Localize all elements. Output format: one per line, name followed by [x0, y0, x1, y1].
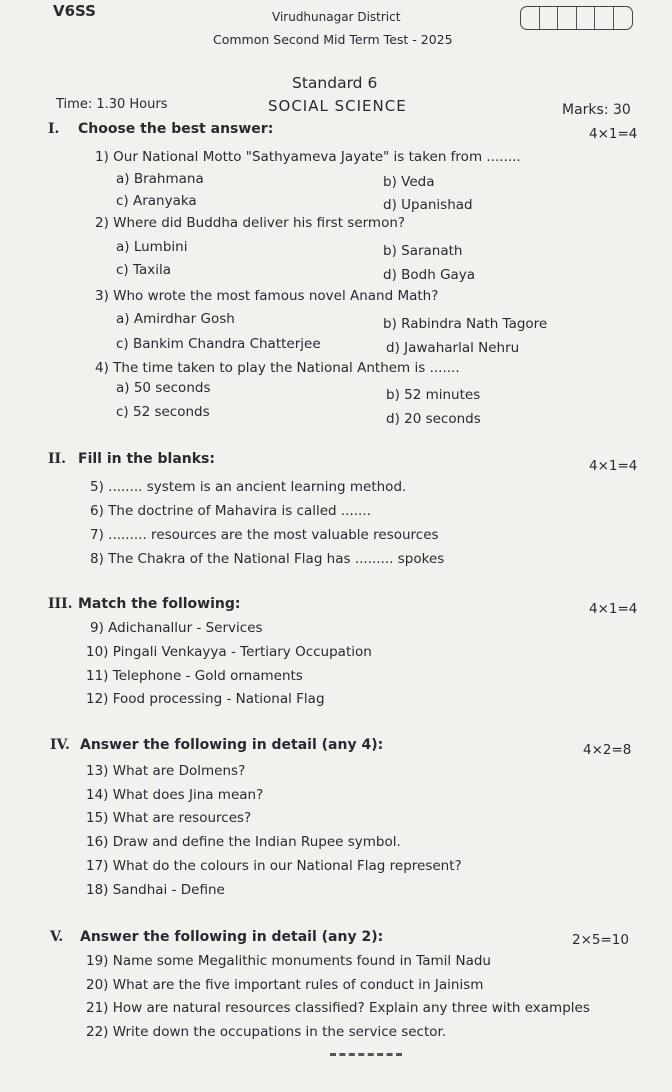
section-heading [48, 596, 240, 612]
section-marks: 4×2=8 [583, 742, 632, 758]
register-box [521, 7, 540, 29]
question: 1) Our National Motto "Sathyameva Jayate" is taken from ........ [95, 149, 521, 165]
question: 22) Write down the occupations in the service sector. [86, 1024, 447, 1040]
section-heading [50, 737, 383, 753]
option: b) 52 minutes [386, 387, 481, 403]
option: c) 52 seconds [116, 404, 210, 420]
question: 14) What does Jina mean? [86, 787, 264, 803]
option: d) Bodh Gaya [383, 267, 476, 283]
standard-label: Standard 6 [292, 74, 378, 92]
question: 16) Draw and define the Indian Rupee symbol. [86, 834, 401, 850]
question: 15) What are resources? [86, 810, 252, 826]
section-number: II. [48, 451, 66, 467]
section-marks: 4×1=4 [589, 458, 638, 474]
question: 21) How are natural resources classified? Explain any three with examples [86, 1000, 590, 1016]
question: 2) Where did Buddha deliver his first sermon? [95, 215, 406, 231]
time-label: Time: 1.30 Hours [56, 97, 168, 112]
option: a) Amirdhar Gosh [116, 311, 235, 327]
register-box [558, 7, 577, 29]
option: b) Saranath [383, 243, 463, 259]
exam-title: Common Second Mid Term Test - 2025 [213, 32, 453, 47]
section-number: V. [50, 929, 64, 945]
register-number-boxes [520, 6, 633, 30]
district-name: Virudhunagar District [272, 10, 401, 24]
option: c) Taxila [116, 262, 172, 278]
option: a) Brahmana [116, 171, 204, 187]
subject-title: SOCIAL SCIENCE [268, 97, 407, 115]
section-title: Answer the following in detail (any 2): [80, 929, 384, 945]
option: b) Rabindra Nath Tagore [383, 316, 548, 332]
section-heading [50, 929, 383, 945]
question: 3) Who wrote the most famous novel Anand Math? [95, 288, 439, 304]
question: 17) What do the colours in our National Flag represent? [86, 858, 462, 874]
section-number: IV. [50, 737, 70, 753]
section-number: III. [48, 596, 73, 612]
section-marks: 4×1=4 [589, 601, 638, 617]
question: 20) What are the five important rules of conduct in Jainism [86, 977, 484, 993]
section-title: Choose the best answer: [78, 121, 274, 137]
section-marks: 4×1=4 [589, 126, 638, 142]
total-marks: Marks: 30 [562, 102, 631, 118]
question: 10) Pingali Venkayya - Tertiary Occupation [86, 644, 372, 660]
end-divider [330, 1053, 402, 1056]
question: 12) Food processing - National Flag [86, 691, 325, 707]
paper-code: V6SS [53, 2, 96, 20]
question: 13) What are Dolmens? [86, 763, 246, 779]
section-heading [48, 121, 273, 137]
option: d) 20 seconds [386, 411, 481, 427]
question: 9) Adichanallur - Services [90, 620, 263, 636]
option: d) Jawaharlal Nehru [386, 340, 520, 356]
question: 19) Name some Megalithic monuments found in Tamil Nadu [86, 953, 491, 969]
option: b) Veda [383, 174, 435, 190]
option: c) Bankim Chandra Chatterjee [116, 336, 321, 352]
option: d) Upanishad [383, 197, 473, 213]
question: 4) The time taken to play the National Anthem is ....... [95, 360, 460, 376]
question: 11) Telephone - Gold ornaments [86, 668, 303, 684]
register-box [595, 7, 614, 29]
register-box [540, 7, 559, 29]
section-heading [48, 451, 215, 467]
register-box [614, 7, 633, 29]
section-title: Match the following: [78, 596, 241, 612]
question: 8) The Chakra of the National Flag has ......... spokes [90, 551, 445, 567]
section-title: Answer the following in detail (any 4): [80, 737, 384, 753]
option: a) Lumbini [116, 239, 188, 255]
section-number: I. [48, 121, 60, 137]
question: 5) ........ system is an ancient learning method. [90, 479, 407, 495]
register-box [577, 7, 596, 29]
option: a) 50 seconds [116, 380, 211, 396]
question: 7) ......... resources are the most valuable resources [90, 527, 439, 543]
question: 6) The doctrine of Mahavira is called ....... [90, 503, 371, 519]
section-title: Fill in the blanks: [78, 451, 215, 467]
question: 18) Sandhai - Define [86, 882, 225, 898]
section-marks: 2×5=10 [572, 932, 629, 948]
option: c) Aranyaka [116, 193, 197, 209]
